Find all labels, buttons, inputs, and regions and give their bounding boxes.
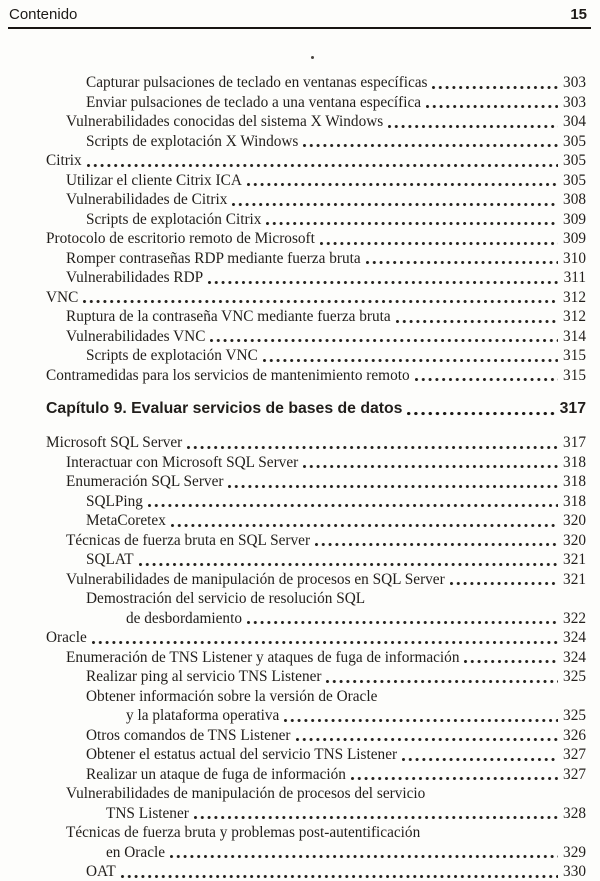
toc-entry-page: 315 <box>563 366 586 384</box>
toc-entry-page: 321 <box>563 551 586 568</box>
toc-entry <box>8 784 586 804</box>
toc-entry <box>8 492 586 512</box>
toc-entry-page: 318 <box>563 492 586 510</box>
toc-entry <box>8 648 586 668</box>
toc-entry-title: Microsoft SQL Server <box>46 434 183 451</box>
toc-entry <box>8 804 586 824</box>
dotted-leader <box>208 268 558 288</box>
toc-entry <box>8 93 586 113</box>
toc-entry <box>8 190 586 210</box>
toc-entry-page: 327 <box>563 746 586 763</box>
toc-entry-title: MetaCoretex <box>86 512 166 529</box>
toc-entry <box>8 726 586 746</box>
dotted-leader <box>366 249 558 269</box>
toc-entry-title: Capturar pulsaciones de teclado en ventanas específicas <box>86 74 428 91</box>
toc-entry <box>8 268 586 288</box>
toc-entry-title: Vulnerabilidades conocidas del sistema X Windows <box>66 113 384 130</box>
dotted-leader <box>426 93 558 113</box>
page-header <box>9 6 587 23</box>
dotted-leader <box>402 745 558 765</box>
toc-entry-title: Vulnerabilidades VNC <box>66 327 206 345</box>
toc-entry-page: 329 <box>563 843 586 861</box>
dotted-leader <box>263 346 558 366</box>
dotted-leader <box>139 550 558 570</box>
toc-entry <box>8 706 586 726</box>
toc-entry <box>8 550 586 570</box>
toc-entry <box>8 511 586 531</box>
dotted-leader <box>121 862 558 881</box>
toc-entry-title: Vulnerabilidades de manipulación de procesos del servicio <box>66 785 426 802</box>
running-header-page-number: 15 <box>570 6 587 23</box>
toc-entry-title: Demostración del servicio de resolución SQL <box>86 590 366 607</box>
dotted-leader <box>388 112 558 132</box>
dotted-leader <box>284 706 558 726</box>
toc-entry <box>8 366 586 386</box>
dotted-leader <box>296 726 559 746</box>
toc-entry-page: 311 <box>563 269 586 286</box>
toc-entry <box>8 151 586 171</box>
toc-entry-title: Técnicas de fuerza bruta en SQL Server <box>66 531 311 549</box>
toc-entry-title: Utilizar el cliente Citrix ICA <box>66 171 242 189</box>
dotted-leader <box>170 843 558 863</box>
toc-entry-page: 315 <box>563 347 586 364</box>
toc-entry-title: Enviar pulsaciones de teclado a una ventana específica <box>86 93 422 111</box>
toc-entry <box>8 132 586 152</box>
toc-entry-title: Oracle <box>46 629 87 646</box>
toc-entry-page: 320 <box>563 512 586 529</box>
toc-entry <box>8 628 586 648</box>
dotted-leader <box>351 765 558 785</box>
toc-entry-title: Romper contraseñas RDP mediante fuerza bruta <box>66 249 361 267</box>
toc-entry-page: 318 <box>563 473 586 490</box>
dotted-leader <box>464 648 558 668</box>
dotted-leader <box>171 511 558 531</box>
header-rule <box>8 27 591 29</box>
toc-entry-page: 305 <box>563 132 586 150</box>
toc-list <box>8 73 586 881</box>
toc-entry-title: Obtener información sobre la versión de Oracle <box>86 687 378 705</box>
toc-entry <box>8 327 586 347</box>
toc-entry <box>8 288 586 308</box>
toc-chapter-entry <box>8 399 586 419</box>
toc-entry-title: en Oracle <box>106 843 166 861</box>
toc-entry-page: 317 <box>559 400 586 417</box>
toc-entry-page: 303 <box>563 74 586 91</box>
toc-entry <box>8 687 586 707</box>
toc-entry-page: 305 <box>563 152 586 169</box>
dotted-leader <box>303 132 558 152</box>
dotted-leader <box>247 609 558 629</box>
toc-entry-title: OAT <box>86 863 116 880</box>
toc-entry <box>8 609 586 629</box>
toc-entry <box>8 472 586 492</box>
stray-ink-dot <box>311 56 314 59</box>
toc-entry <box>8 765 586 785</box>
dotted-leader <box>450 570 558 590</box>
toc-entry <box>8 171 586 191</box>
running-header-title: Contenido <box>9 6 78 23</box>
toc-entry <box>8 112 586 132</box>
toc-entry-title: VNC <box>46 288 79 306</box>
dotted-leader <box>187 433 558 453</box>
toc-entry-title: Obtener el estatus actual del servicio TNS Listener <box>86 746 398 763</box>
toc-entry-title: y la plataforma operativa <box>126 707 280 724</box>
dotted-leader <box>83 288 558 308</box>
toc-entry-page: 327 <box>563 765 586 783</box>
toc-entry <box>8 589 586 609</box>
toc-entry <box>8 307 586 327</box>
dotted-leader <box>232 190 558 210</box>
toc-entry-page: 324 <box>563 629 586 646</box>
toc-entry-title: Ruptura de la contraseña VNC mediante fuerza bruta <box>66 308 391 325</box>
toc-entry <box>8 249 586 269</box>
toc-entry-page: 308 <box>563 191 586 208</box>
toc-entry-title: Interactuar con Microsoft SQL Server <box>66 453 299 471</box>
toc-entry <box>8 531 586 551</box>
toc-entry-title: TNS Listener <box>106 804 189 822</box>
toc-entry <box>8 745 586 765</box>
toc-entry-page: 326 <box>563 726 586 744</box>
toc-entry-title: Scripts de explotación X Windows <box>86 132 299 150</box>
toc-entry <box>8 210 586 230</box>
dotted-leader <box>326 667 558 687</box>
dotted-leader <box>303 453 558 473</box>
toc-entry-title: Otros comandos de TNS Listener <box>86 726 291 744</box>
toc-entry-title: Enumeración de TNS Listener y ataques de fuga de información <box>66 648 460 666</box>
toc-entry-page: 321 <box>563 570 586 588</box>
toc-entry-page: 317 <box>563 434 586 451</box>
dotted-leader <box>247 171 558 191</box>
dotted-leader <box>315 531 558 551</box>
toc-entry <box>8 823 586 843</box>
toc-entry-title: Citrix <box>46 152 82 169</box>
toc-entry-title: Contramedidas para los servicios de mantenimiento remoto <box>46 366 410 384</box>
dotted-leader <box>228 472 558 492</box>
toc-entry-title: Scripts de explotación Citrix <box>86 210 262 228</box>
toc-entry <box>8 73 586 93</box>
toc-entry-page: 330 <box>563 863 586 880</box>
toc-entry-title: Protocolo de escritorio remoto de Microsoft <box>46 230 315 247</box>
toc-entry-title: Vulnerabilidades de Citrix <box>66 191 228 208</box>
toc-entry <box>8 433 586 453</box>
toc-entry-page: 320 <box>563 531 586 549</box>
toc-entry-page: 303 <box>563 93 586 111</box>
toc-entry-title: Realizar un ataque de fuga de información <box>86 765 346 783</box>
dotted-leader <box>396 307 558 327</box>
dotted-leader <box>407 399 554 419</box>
toc-entry <box>8 229 586 249</box>
toc-entry-title: SQLAT <box>86 551 134 568</box>
toc-entry-page: 309 <box>563 230 586 247</box>
toc-entry <box>8 570 586 590</box>
toc-entry-title: de desbordamiento <box>126 609 242 627</box>
toc-entry-page: 325 <box>563 668 586 685</box>
toc-entry-title: Enumeración SQL Server <box>66 473 224 490</box>
toc-entry-page: 304 <box>563 113 586 130</box>
dotted-leader <box>87 151 558 171</box>
toc-entry-page: 305 <box>563 171 586 189</box>
toc-entry-title: Realizar ping al servicio TNS Listener <box>86 668 322 685</box>
dotted-leader <box>148 492 558 512</box>
toc-entry <box>8 862 586 881</box>
dotted-leader <box>432 73 558 93</box>
toc-entry-page: 318 <box>563 453 586 471</box>
toc-entry-page: 314 <box>563 327 586 345</box>
toc-entry-page: 328 <box>563 804 586 822</box>
toc-entry-page: 322 <box>563 609 586 627</box>
toc-entry-page: 325 <box>563 707 586 724</box>
toc-entry <box>8 453 586 473</box>
toc-entry <box>8 667 586 687</box>
toc-entry-title: Vulnerabilidades RDP <box>66 269 204 286</box>
dotted-leader <box>194 804 558 824</box>
toc-entry-title: Técnicas de fuerza bruta y problemas post-autentificación <box>66 824 421 841</box>
dotted-leader <box>415 366 558 386</box>
dotted-leader <box>320 229 558 249</box>
toc-entry-title: Scripts de explotación VNC <box>86 347 258 364</box>
toc-entry-page: 309 <box>563 210 586 228</box>
dotted-leader <box>266 210 558 230</box>
toc-entry-title: Capítulo 9. Evaluar servicios de bases de datos <box>46 400 403 417</box>
dotted-leader <box>210 327 558 347</box>
toc-entry <box>8 843 586 863</box>
toc-entry-page: 312 <box>563 288 586 306</box>
toc-entry <box>8 346 586 366</box>
toc-entry-page: 310 <box>563 249 586 267</box>
toc-entry-title: Vulnerabilidades de manipulación de procesos en SQL Server <box>66 570 445 588</box>
dotted-leader <box>92 628 558 648</box>
toc-entry-title: SQLPing <box>86 492 143 510</box>
toc-entry-page: 312 <box>563 308 586 325</box>
toc-entry-page: 324 <box>563 648 586 666</box>
